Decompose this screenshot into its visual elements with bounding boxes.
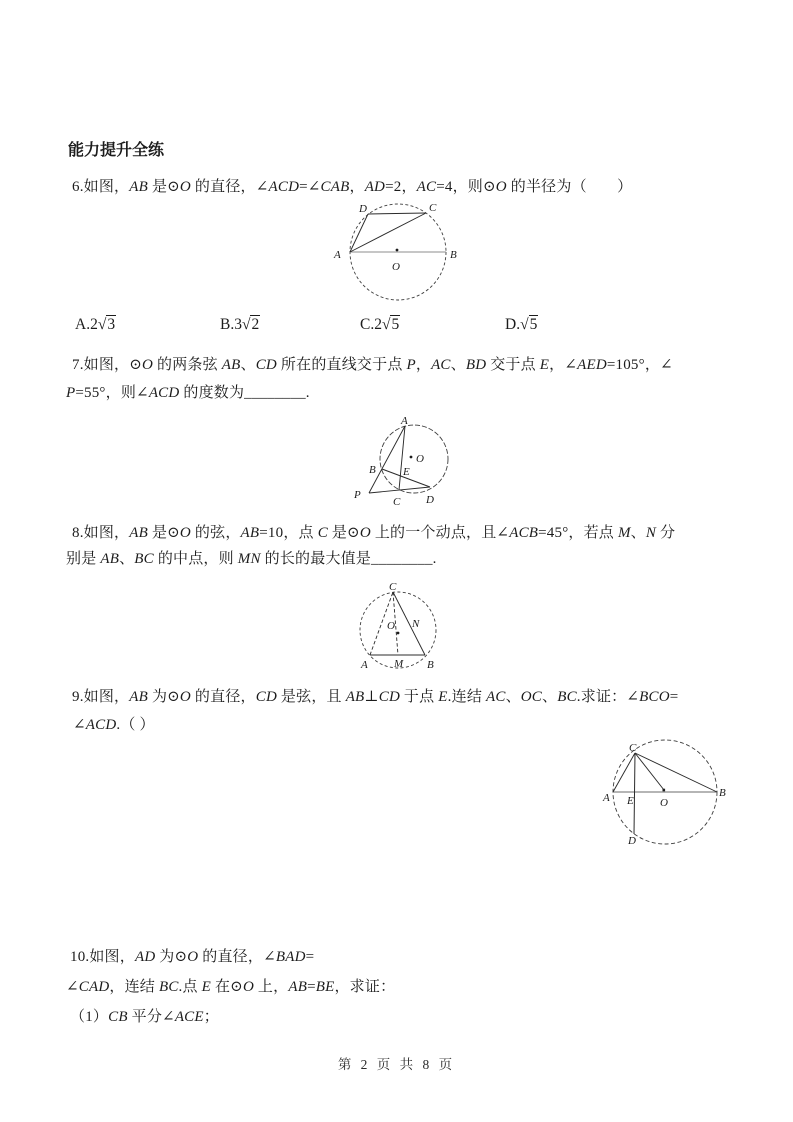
q9-text-line2: ∠ACD.（ ）	[73, 717, 155, 733]
figure-q8	[353, 580, 468, 678]
option-b-radicand: 2	[251, 316, 260, 333]
option-c-coeff: 2	[374, 316, 382, 333]
option-b-letter: B.	[220, 316, 235, 333]
q10-text-line2: ∠CAD，连结 BC.点 E 在⊙O 上，AB=BE，求证：	[66, 979, 396, 995]
option-d-letter: D.	[505, 316, 521, 333]
option-c-radical: √5	[381, 316, 400, 333]
option-d-radical: √5	[520, 316, 538, 333]
q10-text-line1: 10.如图，AD 为⊙O 的直径，∠BAD=	[70, 949, 315, 965]
figure-q9	[600, 738, 735, 850]
q8-text-line1: 8.如图，AB 是⊙O 的弦，AB=10，点 C 是⊙O 上的一个动点，且∠ACB=45°，若点 M、N 分	[72, 525, 676, 541]
q9-label-o: O	[660, 797, 668, 809]
q9-label-d: D	[628, 835, 636, 847]
figure-q6	[332, 198, 467, 310]
q9-label-e: E	[627, 795, 634, 807]
q7-label-e: E	[403, 466, 410, 478]
q8-label-c: C	[389, 581, 397, 593]
circle-q8-outline	[360, 592, 436, 668]
q9-radius-co	[635, 753, 664, 790]
q6-option-a	[75, 316, 116, 334]
q7-label-d: D	[426, 494, 434, 506]
option-b-radical: √2	[241, 316, 260, 333]
q8-label-a: A	[361, 659, 368, 671]
option-b-coeff: 3	[234, 316, 242, 333]
q7-label-c: C	[393, 496, 401, 508]
q6-chord-ad	[350, 214, 368, 252]
option-a-coeff: 2	[90, 316, 98, 333]
q6-chord-dc	[368, 213, 426, 214]
q8-label-m: M	[394, 658, 404, 670]
q6-option-d	[505, 316, 538, 334]
q8-text-line2: 别是 AB、BC 的中点，则 MN 的长的最大值是________.	[66, 551, 437, 567]
q10-text-line3: （1）CB 平分∠ACE；	[70, 1009, 219, 1025]
figure-q7	[350, 413, 475, 513]
option-c-letter: C.	[360, 316, 375, 333]
q9-text-line1: 9.如图，AB 为⊙O 的直径，CD 是弦，且 AB⊥CD 于点 E.连结 AC、OC、BC.求证：∠BCO=	[72, 689, 679, 705]
q8-label-o: O	[387, 620, 395, 632]
section-heading: 能力提升全练	[68, 142, 165, 159]
q7-text-line2: P=55°，则∠ACD 的度数为________.	[66, 385, 310, 401]
option-c-radicand: 5	[391, 316, 400, 333]
q7-label-b: B	[369, 464, 376, 476]
option-a-letter: A.	[75, 316, 91, 333]
q6-label-c: C	[429, 202, 437, 214]
q6-label-a: A	[334, 249, 341, 261]
option-a-radical: √3	[97, 316, 116, 333]
q6-label-b: B	[450, 249, 457, 261]
q8-label-n: N	[412, 618, 420, 630]
page-footer: 第 2 页 共 8 页	[337, 1057, 456, 1072]
q6-label-d: D	[359, 203, 367, 215]
q9-chord-cb	[635, 753, 717, 792]
q7-text-line1: 7.如图，⊙O 的两条弦 AB、CD 所在的直线交于点 P，AC、BD 交于点 E，∠AED=105°，∠	[72, 357, 673, 373]
q8-label-b: B	[427, 659, 434, 671]
q7-label-p: P	[354, 489, 361, 501]
q6-center-dot	[396, 249, 399, 252]
q6-label-o: O	[392, 261, 400, 273]
option-a-radicand: 3	[107, 316, 116, 333]
q8-line-cb	[393, 592, 425, 655]
q9-label-c: C	[629, 742, 637, 754]
q7-center-dot	[410, 456, 413, 459]
q6-text: 6.如图，AB 是⊙O 的直径，∠ACD=∠CAB，AD=2，AC=4，则⊙O 的半径为（ ）	[72, 179, 633, 195]
q9-chord-ca	[613, 753, 635, 792]
q6-option-c	[360, 316, 400, 334]
q9-chord-cd	[634, 753, 635, 834]
q9-label-a: A	[603, 792, 610, 804]
q7-label-o: O	[416, 453, 424, 465]
q9-center-dot	[663, 789, 666, 792]
q9-label-b: B	[719, 787, 726, 799]
option-d-radicand: 5	[529, 316, 538, 333]
circle-q7-outline	[380, 425, 448, 493]
q7-label-a: A	[401, 415, 408, 427]
q6-option-b	[220, 316, 260, 334]
q6-chord-ac	[350, 213, 426, 252]
q8-center-dot	[397, 632, 400, 635]
